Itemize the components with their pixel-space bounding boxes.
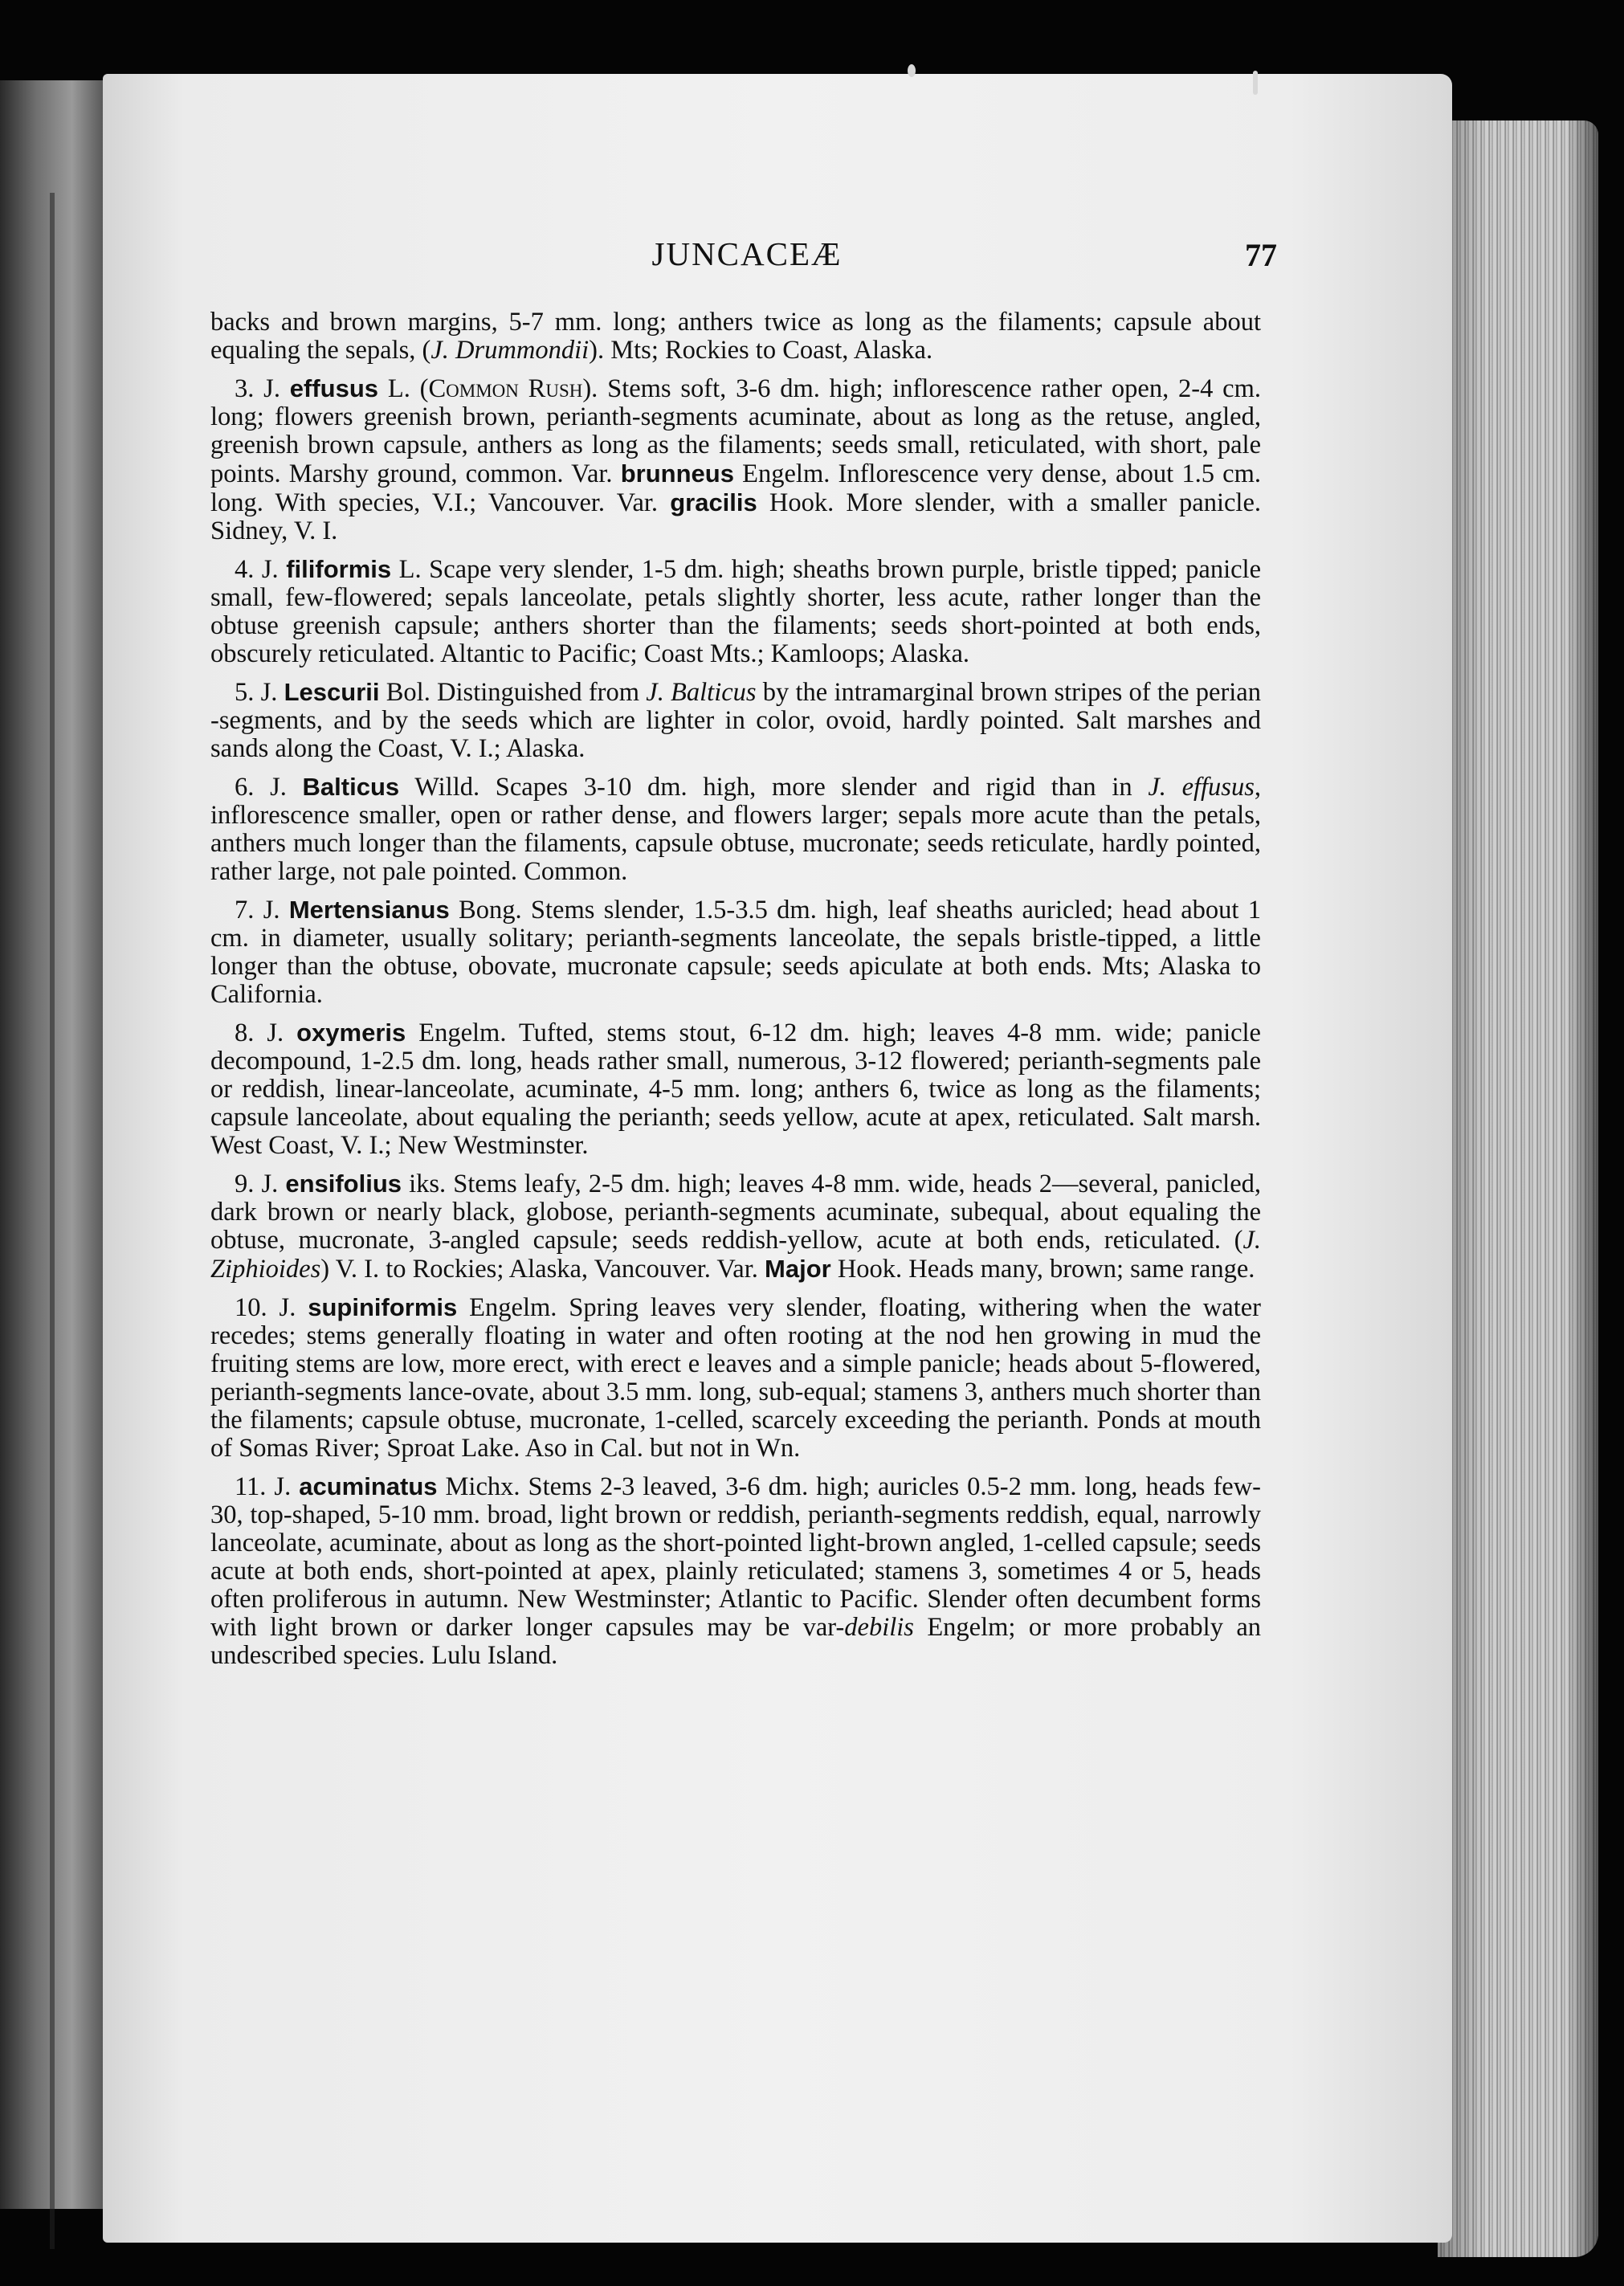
- species-entry: [210, 1018, 1261, 1160]
- species-entry: [210, 678, 1261, 763]
- species-name: Mertensianus: [288, 896, 450, 924]
- species-entry: [210, 555, 1261, 668]
- italic-reference: J. Balticus: [646, 678, 757, 707]
- species-entry: [210, 773, 1261, 886]
- text-run: 8. J.: [235, 1018, 297, 1047]
- text-run: Engelm. Spring leaves very slender, floating, withering when the water recedes; stems generally floating in water and often rooting at the nod hen growing in mud the fruiting stems are low, more erect, with erect e leaves and a simple panicle; heads about 5-flowered, perianth-segments lance-ovate, about 3.5 mm. long, sub-equal; stamens 3, anthers much shorter than the filaments; capsule obtuse, mucronate, 1-celled, scarcely exceeding the perianth. Ponds at mouth of Somas River; Sproat Lake. Aso in Cal. but not in Wn.: [210, 1293, 1261, 1463]
- species-entry: [210, 1293, 1261, 1463]
- text-run: 5. J.: [235, 678, 284, 707]
- running-title: JUNCACEÆ: [651, 235, 843, 272]
- text-run: backs and brown margins, 5-7 mm. long; anthers twice as long as the filaments; capsule about equaling the sepals, (: [210, 308, 1261, 365]
- text-run: ). Stems soft, 3-6 dm. high; inflorescence rather open, 2-4 cm. long; flowers greenish brown, perianth-segments acuminate, about as long as the retuse, angled, greenish brown capsule, anthers as long as the filaments; seeds small, reticulated, with short, pale points. Marshy ground, common. Var.: [210, 374, 1261, 488]
- text-run: 11. J.: [235, 1472, 300, 1501]
- text-run: 6. J.: [235, 773, 303, 802]
- text-run: Engelm. Tufted, stems stout, 6-12 dm. high; leaves 4-8 mm. wide; panicle decompound, 1-2.5 dm. long, heads rather small, numerous, 3-12 flowered; perianth-segments pale or reddish, linear-lanceolate, acuminate, 4-5 mm. long; anthers 6, twice as long as the filaments; capsule lanceolate, about equaling the perianth; seeds yellow, acute at apex, reticulated. Salt marsh. West Coast, V. I.; New Westminster.: [210, 1018, 1261, 1160]
- text-run: , inflorescence smaller, open or rather dense, and flowers larger; sepals more acute than the petals, anthers much longer than the filaments, capsule obtuse, mucronate; seeds reticulate, hardly pointed, rather large, not pale pointed. Common.: [210, 773, 1261, 886]
- text-run: 7. J.: [235, 896, 289, 925]
- italic-reference: J. Ziphioides: [210, 1226, 1261, 1284]
- text-run: 4. J.: [235, 555, 287, 584]
- dust-speck: [908, 64, 916, 77]
- text-run: L. Scape very slender, 1-5 dm. high; sheaths brown purple, bristle tipped; panicle small, few-flowered; sepals lanceolate, petals slightly shorter, less acute, rather longer than the obtuse greenish capsule; anthers shorter than the filaments; seeds short-pointed at both ends, obscurely reticulated. Altantic to Pacific; Coast Mts.; Kamloops; Alaska.: [210, 555, 1261, 668]
- dust-speck: [1253, 71, 1258, 95]
- continued-text: [210, 308, 1261, 365]
- text-run: ). Mts; Rockies to Coast, Alaska.: [589, 336, 933, 365]
- text-run: L. (: [378, 374, 429, 403]
- page-header: [217, 235, 1277, 291]
- text-run: Hook. Heads many, brown; same range.: [830, 1255, 1255, 1284]
- page-number: 77: [1245, 237, 1277, 273]
- species-name: Major: [765, 1255, 831, 1283]
- text-run: Willd. Scapes 3-10 dm. high, more slender and rigid than in: [399, 773, 1149, 802]
- species-name: Balticus: [302, 773, 400, 801]
- gutter-shadow: [50, 193, 55, 2249]
- italic-reference: J. Drummondii: [430, 336, 590, 365]
- text-run: ) V. I. to Rockies; Alaska, Vancouver. Var.: [320, 1255, 765, 1284]
- species-entry: [210, 896, 1261, 1009]
- text-run: Michx. Stems 2-3 leaved, 3-6 dm. high; auricles 0.5-2 mm. long, heads few-30, top-shaped, 5-10 mm. broad, light brown or reddish, perianth-segments reddish, equal, narrowly lanceolate, acuminate, about as long as the short-pointed light-brown angled, 1-celled capsule; seeds acute at both ends, short-pointed at apex, plainly reticulated; stamens 3, sometimes 4 or 5, heads often proliferous in autumn. New Westminster; Atlantic to Pacific. Slender often decumbent forms with light brown or darker longer capsules may be var-: [210, 1472, 1261, 1642]
- text-run: Engelm; or more probably an undescribed species. Lulu Island.: [210, 1613, 1261, 1670]
- facing-page-edge: [0, 80, 103, 2209]
- page-edge-shade: [1438, 120, 1598, 2257]
- species-name: acuminatus: [299, 1472, 438, 1500]
- species-entry: [210, 1170, 1261, 1284]
- species-name: brunneus: [620, 459, 734, 488]
- species-name: effusus: [289, 374, 379, 402]
- text-run: Engelm. Inflorescence very dense, about 1.5 cm. long. With species, V.I.; Vancouver. Var.: [210, 459, 1262, 517]
- species-name: ensifolius: [285, 1170, 402, 1198]
- text-run: iks. Stems leafy, 2-5 dm. high; leaves 4-8 mm. wide, heads 2—several, panicled, dark brown or nearly black, globose, perianth-segments acuminate, subequal, about equaling the obtuse, mucronate, 3-angled capsule; seeds reddish-yellow, acute at both ends, reticulated. (: [210, 1170, 1261, 1255]
- text-run: Hook. More slender, with a smaller panicle. Sidney, V. I.: [210, 488, 1261, 545]
- species-name: supiniformis: [308, 1293, 458, 1321]
- text-run: Bol. Distinguished from: [379, 678, 647, 707]
- text-run: Bong. Stems slender, 1.5-3.5 dm. high, leaf sheaths auricled; head about 1 cm. in diameter, usually solitary; perianth-segments lanceolate, the sepals bristle-tipped, a little longer than the obtuse, obovate, mucronate capsule; seeds apiculate at both ends. Mts; Alaska to California.: [210, 896, 1261, 1009]
- species-name: Lescurii: [284, 678, 380, 706]
- text-run: 10. J.: [235, 1293, 308, 1322]
- species-name: oxymeris: [296, 1018, 406, 1047]
- body-text: [210, 308, 1261, 1680]
- species-entry: [210, 374, 1261, 545]
- italic-reference: debilis: [844, 1613, 914, 1642]
- italic-reference: J. effusus: [1148, 773, 1255, 802]
- text-run: by the intramarginal brown stripes of the perian -segments, and by the seeds which are lighter in color, ovoid, hardly pointed. Salt marshes and sands along the Coast, V. I.; Alaska.: [210, 678, 1261, 763]
- species-name: filiformis: [286, 555, 392, 583]
- text-run: 9. J.: [235, 1170, 286, 1198]
- text-run: 3. J.: [235, 374, 290, 403]
- species-name: gracilis: [670, 488, 757, 516]
- common-name: Common Rush: [428, 374, 583, 403]
- species-entry: [210, 1472, 1261, 1670]
